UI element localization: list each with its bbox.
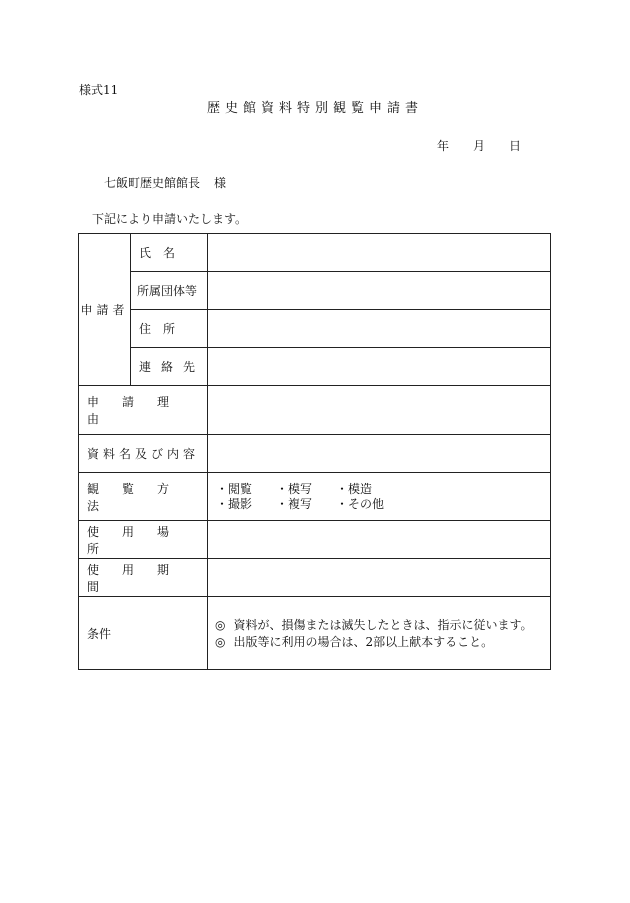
method-option[interactable]: ・閲覧 (216, 481, 253, 496)
address-field[interactable] (208, 310, 551, 347)
place-label: 使用場所 (87, 524, 193, 556)
address-label: 住 所 (139, 322, 176, 336)
date-month: 月 (473, 139, 486, 153)
method-option[interactable]: ・模写 (276, 481, 313, 496)
document-title: 歴史館資料特別観覧申請書 (206, 101, 423, 116)
period-field[interactable] (208, 559, 551, 596)
conditions-text (208, 597, 551, 670)
material-label: 資料名及び内容 (87, 447, 200, 461)
form-number: 様式11 (79, 83, 119, 97)
name-field[interactable] (208, 234, 551, 271)
addressee (104, 174, 226, 191)
method-option[interactable]: ・複写 (276, 496, 313, 511)
conditions-label (79, 597, 207, 670)
condition-item: ◎ 資料が、損傷または滅失したときは、指示に従います。 (215, 617, 533, 632)
method-option[interactable]: ・模造 (336, 481, 373, 496)
intro-text: 下記により申請いたします。 (92, 212, 248, 226)
name-label-text: 氏 名 (139, 246, 176, 260)
name-label (131, 234, 207, 271)
place-field[interactable] (208, 521, 551, 558)
double-circle-icon: ◎ (215, 617, 226, 632)
condition-item: ◎ 出版等に利用の場合は、2部以上献本すること。 (215, 634, 494, 649)
reason-label: 申請理由 (87, 395, 193, 426)
method-option[interactable]: ・その他 (336, 496, 385, 511)
applicant-group-label: 申請者 (80, 303, 129, 317)
organization-label: 所属団体等 (137, 284, 198, 298)
material-field[interactable] (208, 435, 551, 472)
method-label: 観覧方法 (87, 481, 193, 513)
contact-field[interactable] (208, 348, 551, 385)
application-table (78, 233, 551, 670)
date-day: 日 (509, 139, 522, 153)
period-label: 使用期間 (87, 562, 193, 594)
date-line (437, 137, 545, 154)
organization-field[interactable] (208, 272, 551, 309)
reason-field[interactable] (208, 386, 551, 434)
double-circle-icon: ◎ (215, 634, 226, 649)
contact-label: 連絡先 (139, 360, 206, 374)
method-option[interactable]: ・撮影 (216, 496, 253, 511)
method-options (208, 473, 551, 520)
addressee-name: 七飯町歴史館館長 (104, 176, 201, 190)
conditions-label-text: 条件 (87, 627, 112, 641)
date-year: 年 (437, 139, 450, 153)
addressee-honorific: 様 (214, 176, 227, 190)
